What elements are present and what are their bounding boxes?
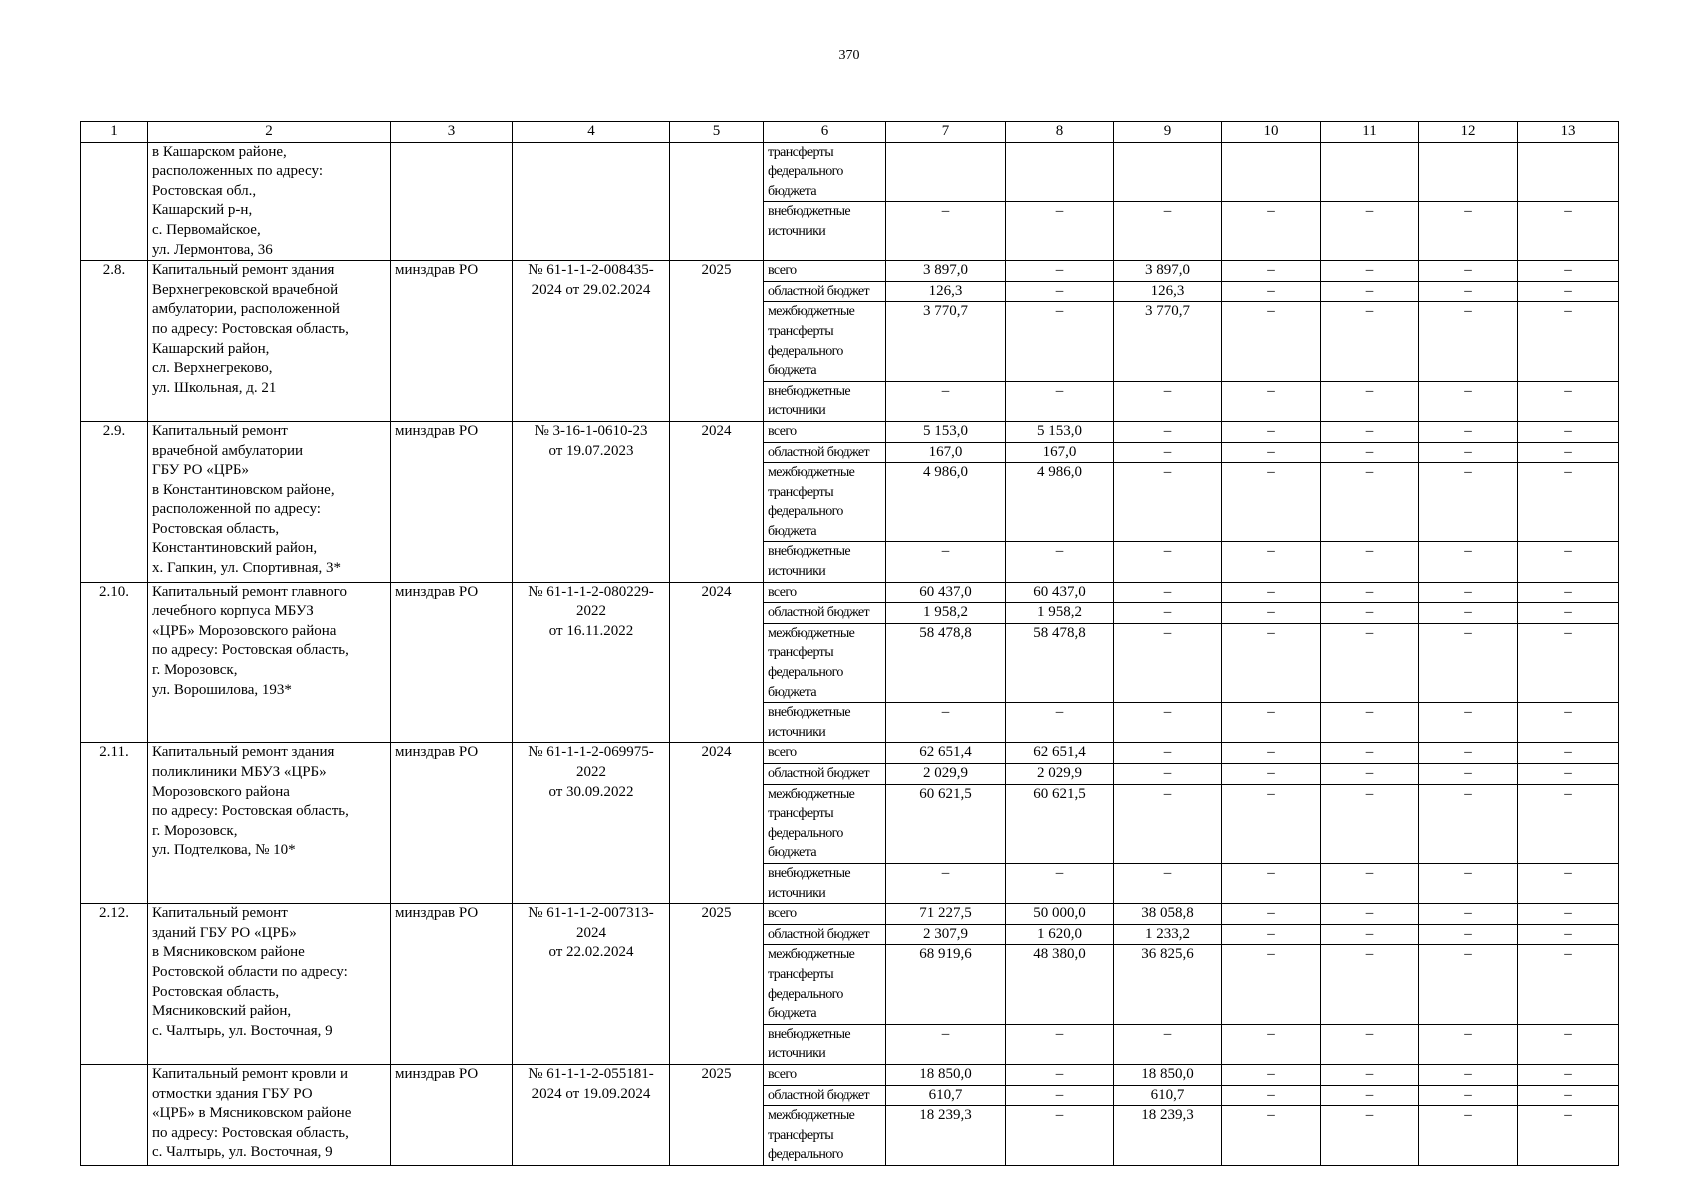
amount-cell: – <box>1419 1085 1518 1106</box>
amount-cell <box>1222 142 1321 202</box>
amount-cell: – <box>1114 542 1222 582</box>
amount-cell: – <box>1419 623 1518 702</box>
funding-source: областной бюджет <box>764 281 886 302</box>
expertise-document: № 61-1-1-2-080229- 2022 от 16.11.2022 <box>513 582 670 743</box>
amount-cell: 4 986,0 <box>886 463 1006 542</box>
column-header-7: 7 <box>886 122 1006 143</box>
expertise-document <box>513 142 670 261</box>
amount-cell: – <box>1222 582 1321 603</box>
amount-cell: – <box>1114 603 1222 624</box>
amount-cell: – <box>1006 202 1114 261</box>
table-row <box>81 743 1619 764</box>
object-name: Капитальный ремонт здания Верхнегрековской врачебной амбулатории, расположенной по адресу: Ростовская область, Кашарский район, сл. Верхнегреково, ул. Школьная, д. 21 <box>148 261 391 422</box>
funding-source: всего <box>764 904 886 925</box>
funding-source: межбюджетные трансферты федерального бюджета <box>764 945 886 1024</box>
funding-source: областной бюджет <box>764 764 886 785</box>
amount-cell: 36 825,6 <box>1114 945 1222 1024</box>
amount-cell: – <box>1518 945 1619 1024</box>
customer-name: минздрав РО <box>391 261 513 422</box>
amount-cell: 5 153,0 <box>886 421 1006 442</box>
amount-cell: – <box>1006 1064 1114 1085</box>
amount-cell: – <box>1222 1106 1321 1166</box>
object-name: Капитальный ремонт врачебной амбулатории ГБУ РО «ЦРБ» в Константиновском районе, расположенной по адресу: Ростовская область, Константиновский район, х. Гапкин, ул. Спортивная, 3* <box>148 421 391 582</box>
amount-cell: – <box>1006 1024 1114 1064</box>
completion-year: 2024 <box>670 582 764 743</box>
amount-cell: – <box>1518 764 1619 785</box>
amount-cell: – <box>1222 281 1321 302</box>
expertise-document: № 61-1-1-2-007313- 2024 от 22.02.2024 <box>513 904 670 1065</box>
amount-cell: – <box>1419 1024 1518 1064</box>
funding-source: областной бюджет <box>764 924 886 945</box>
amount-cell: – <box>1518 381 1619 421</box>
funding-source: всего <box>764 743 886 764</box>
amount-cell: – <box>1222 381 1321 421</box>
table-row <box>81 1064 1619 1085</box>
amount-cell: – <box>1419 863 1518 903</box>
amount-cell <box>1006 142 1114 202</box>
amount-cell: 60 437,0 <box>886 582 1006 603</box>
funding-source: внебюджетные источники <box>764 863 886 903</box>
amount-cell: – <box>1114 202 1222 261</box>
amount-cell: – <box>1222 924 1321 945</box>
customer-name: минздрав РО <box>391 1064 513 1165</box>
amount-cell: – <box>1419 281 1518 302</box>
funding-source: областной бюджет <box>764 1085 886 1106</box>
funding-source: областной бюджет <box>764 603 886 624</box>
amount-cell: – <box>1321 381 1419 421</box>
amount-cell: – <box>1518 281 1619 302</box>
amount-cell: 2 029,9 <box>1006 764 1114 785</box>
amount-cell: – <box>1222 743 1321 764</box>
amount-cell: 2 307,9 <box>886 924 1006 945</box>
amount-cell: 167,0 <box>886 442 1006 463</box>
budget-table <box>80 121 1619 1166</box>
column-header-4: 4 <box>513 122 670 143</box>
amount-cell: – <box>1006 1106 1114 1166</box>
amount-cell: 62 651,4 <box>1006 743 1114 764</box>
amount-cell: 60 437,0 <box>1006 582 1114 603</box>
column-header-1: 1 <box>81 122 148 143</box>
amount-cell: – <box>1518 863 1619 903</box>
amount-cell: 610,7 <box>1114 1085 1222 1106</box>
amount-cell: – <box>1321 904 1419 925</box>
funding-source: межбюджетные трансферты федерального <box>764 1106 886 1166</box>
amount-cell: – <box>1518 1106 1619 1166</box>
amount-cell: 58 478,8 <box>1006 623 1114 702</box>
expertise-document: № 61-1-1-2-069975- 2022 от 30.09.2022 <box>513 743 670 904</box>
amount-cell: 62 651,4 <box>886 743 1006 764</box>
amount-cell: – <box>1518 924 1619 945</box>
amount-cell: – <box>1222 623 1321 702</box>
amount-cell: – <box>1222 904 1321 925</box>
amount-cell: – <box>1321 743 1419 764</box>
amount-cell: – <box>1518 603 1619 624</box>
amount-cell: – <box>1518 302 1619 381</box>
amount-cell: – <box>1222 603 1321 624</box>
amount-cell: – <box>1321 764 1419 785</box>
amount-cell: – <box>1419 202 1518 261</box>
amount-cell: – <box>1321 1085 1419 1106</box>
object-name: Капитальный ремонт зданий ГБУ РО «ЦРБ» в Мясниковском районе Ростовской области по адресу: Ростовская область, Мясниковский район, с. Чалтырь, ул. Восточная, 9 <box>148 904 391 1065</box>
amount-cell: 48 380,0 <box>1006 945 1114 1024</box>
funding-source: внебюджетные источники <box>764 703 886 743</box>
amount-cell: – <box>1419 904 1518 925</box>
amount-cell: – <box>1419 542 1518 582</box>
amount-cell <box>1321 142 1419 202</box>
amount-cell: – <box>1518 202 1619 261</box>
amount-cell: – <box>1518 463 1619 542</box>
amount-cell: – <box>1419 924 1518 945</box>
amount-cell: – <box>1321 603 1419 624</box>
amount-cell: – <box>1222 463 1321 542</box>
amount-cell: – <box>1321 442 1419 463</box>
funding-source: всего <box>764 421 886 442</box>
item-number: 2.12. <box>81 904 148 1065</box>
funding-source: внебюджетные источники <box>764 381 886 421</box>
amount-cell: 60 621,5 <box>886 784 1006 863</box>
amount-cell: 1 233,2 <box>1114 924 1222 945</box>
column-header-5: 5 <box>670 122 764 143</box>
amount-cell: 1 620,0 <box>1006 924 1114 945</box>
customer-name: минздрав РО <box>391 743 513 904</box>
column-header-9: 9 <box>1114 122 1222 143</box>
amount-cell: – <box>1114 764 1222 785</box>
amount-cell: – <box>1321 261 1419 282</box>
amount-cell: – <box>886 202 1006 261</box>
amount-cell: 58 478,8 <box>886 623 1006 702</box>
amount-cell: – <box>1518 1085 1619 1106</box>
amount-cell: – <box>1518 421 1619 442</box>
amount-cell: – <box>1321 945 1419 1024</box>
amount-cell: – <box>886 1024 1006 1064</box>
amount-cell <box>886 142 1006 202</box>
amount-cell: – <box>1419 784 1518 863</box>
expertise-document: № 61-1-1-2-055181- 2024 от 19.09.2024 <box>513 1064 670 1165</box>
amount-cell: 18 850,0 <box>1114 1064 1222 1085</box>
amount-cell: – <box>886 703 1006 743</box>
amount-cell: – <box>1222 442 1321 463</box>
column-header-3: 3 <box>391 122 513 143</box>
column-header-row <box>81 122 1619 143</box>
column-header-13: 13 <box>1518 122 1619 143</box>
amount-cell <box>1518 142 1619 202</box>
amount-cell: 3 897,0 <box>886 261 1006 282</box>
amount-cell: – <box>1222 784 1321 863</box>
amount-cell: 126,3 <box>886 281 1006 302</box>
amount-cell <box>1114 142 1222 202</box>
object-name: в Кашарском районе, расположенных по адресу: Ростовская обл., Кашарский р-н, с. Первомайское, ул. Лермонтова, 36 <box>148 142 391 261</box>
amount-cell: – <box>1518 261 1619 282</box>
funding-source: межбюджетные трансферты федерального бюджета <box>764 623 886 702</box>
table-row <box>81 904 1619 925</box>
amount-cell: – <box>1114 421 1222 442</box>
funding-source: всего <box>764 582 886 603</box>
amount-cell: – <box>1518 1064 1619 1085</box>
object-name: Капитальный ремонт кровли и отмостки здания ГБУ РО «ЦРБ» в Мясниковском районе по адресу: Ростовская область, с. Чалтырь, ул. Восточная, 9 <box>148 1064 391 1165</box>
item-number <box>81 1064 148 1165</box>
amount-cell: – <box>1518 442 1619 463</box>
column-header-12: 12 <box>1419 122 1518 143</box>
amount-cell: – <box>1114 381 1222 421</box>
customer-name: минздрав РО <box>391 904 513 1065</box>
amount-cell: – <box>1321 1064 1419 1085</box>
page-number: 370 <box>838 48 860 63</box>
completion-year: 2025 <box>670 904 764 1065</box>
expertise-document: № 3-16-1-0610-23 от 19.07.2023 <box>513 421 670 582</box>
amount-cell: – <box>1222 1024 1321 1064</box>
amount-cell: – <box>1419 381 1518 421</box>
completion-year: 2025 <box>670 261 764 422</box>
amount-cell: – <box>1419 302 1518 381</box>
amount-cell: 50 000,0 <box>1006 904 1114 925</box>
expertise-document: № 61-1-1-2-008435- 2024 от 29.02.2024 <box>513 261 670 422</box>
amount-cell: – <box>1419 582 1518 603</box>
object-name: Капитальный ремонт главного лечебного корпуса МБУЗ «ЦРБ» Морозовского района по адресу: Ростовская область, г. Морозовск, ул. Ворошилова, 193* <box>148 582 391 743</box>
amount-cell: 1 958,2 <box>886 603 1006 624</box>
amount-cell: – <box>1006 261 1114 282</box>
funding-source: внебюджетные источники <box>764 202 886 261</box>
column-header-10: 10 <box>1222 122 1321 143</box>
amount-cell: – <box>1114 582 1222 603</box>
funding-source: всего <box>764 1064 886 1085</box>
item-number: 2.8. <box>81 261 148 422</box>
amount-cell: – <box>1419 703 1518 743</box>
amount-cell: 38 058,8 <box>1114 904 1222 925</box>
amount-cell: – <box>1222 421 1321 442</box>
amount-cell: 2 029,9 <box>886 764 1006 785</box>
amount-cell <box>1419 142 1518 202</box>
amount-cell: – <box>1222 542 1321 582</box>
amount-cell: – <box>886 381 1006 421</box>
amount-cell: – <box>1006 542 1114 582</box>
amount-cell: – <box>1006 703 1114 743</box>
amount-cell: – <box>1114 784 1222 863</box>
customer-name <box>391 142 513 261</box>
amount-cell: 3 770,7 <box>1114 302 1222 381</box>
column-header-8: 8 <box>1006 122 1114 143</box>
amount-cell: – <box>1222 302 1321 381</box>
column-header-11: 11 <box>1321 122 1419 143</box>
table-row <box>81 142 1619 202</box>
amount-cell: 5 153,0 <box>1006 421 1114 442</box>
amount-cell: – <box>1321 863 1419 903</box>
amount-cell: – <box>1222 863 1321 903</box>
amount-cell: – <box>1006 281 1114 302</box>
amount-cell: – <box>886 863 1006 903</box>
column-header-6: 6 <box>764 122 886 143</box>
amount-cell: – <box>1321 202 1419 261</box>
table-row <box>81 421 1619 442</box>
funding-source: трансферты федерального бюджета <box>764 142 886 202</box>
amount-cell: – <box>1222 261 1321 282</box>
amount-cell: – <box>1321 281 1419 302</box>
amount-cell: – <box>886 542 1006 582</box>
amount-cell: 60 621,5 <box>1006 784 1114 863</box>
completion-year <box>670 142 764 261</box>
amount-cell: – <box>1321 1106 1419 1166</box>
amount-cell: – <box>1222 1085 1321 1106</box>
completion-year: 2025 <box>670 1064 764 1165</box>
amount-cell: 18 239,3 <box>886 1106 1006 1166</box>
amount-cell: – <box>1222 764 1321 785</box>
amount-cell: 68 919,6 <box>886 945 1006 1024</box>
amount-cell: – <box>1222 1064 1321 1085</box>
amount-cell: 610,7 <box>886 1085 1006 1106</box>
amount-cell: – <box>1321 302 1419 381</box>
completion-year: 2024 <box>670 743 764 904</box>
amount-cell: – <box>1006 863 1114 903</box>
customer-name: минздрав РО <box>391 582 513 743</box>
amount-cell: – <box>1114 623 1222 702</box>
amount-cell: 3 897,0 <box>1114 261 1222 282</box>
column-header-2: 2 <box>148 122 391 143</box>
amount-cell: – <box>1006 302 1114 381</box>
customer-name: минздрав РО <box>391 421 513 582</box>
amount-cell: – <box>1419 603 1518 624</box>
amount-cell: – <box>1114 442 1222 463</box>
amount-cell: – <box>1419 1106 1518 1166</box>
amount-cell: – <box>1114 743 1222 764</box>
funding-source: областной бюджет <box>764 442 886 463</box>
amount-cell: – <box>1114 703 1222 743</box>
amount-cell: – <box>1321 582 1419 603</box>
funding-source: внебюджетные источники <box>764 542 886 582</box>
amount-cell: 18 850,0 <box>886 1064 1006 1085</box>
amount-cell: – <box>1419 421 1518 442</box>
amount-cell: – <box>1518 542 1619 582</box>
item-number: 2.10. <box>81 582 148 743</box>
amount-cell: – <box>1518 904 1619 925</box>
amount-cell: – <box>1419 764 1518 785</box>
amount-cell: – <box>1114 863 1222 903</box>
amount-cell: – <box>1114 1024 1222 1064</box>
amount-cell: – <box>1321 421 1419 442</box>
amount-cell: – <box>1518 703 1619 743</box>
amount-cell: – <box>1321 463 1419 542</box>
amount-cell: – <box>1419 743 1518 764</box>
amount-cell: – <box>1419 261 1518 282</box>
funding-source: межбюджетные трансферты федерального бюджета <box>764 302 886 381</box>
table-row <box>81 582 1619 603</box>
funding-source: межбюджетные трансферты федерального бюджета <box>764 463 886 542</box>
amount-cell: – <box>1419 945 1518 1024</box>
amount-cell: – <box>1518 623 1619 702</box>
funding-source: всего <box>764 261 886 282</box>
amount-cell: – <box>1006 1085 1114 1106</box>
amount-cell: 4 986,0 <box>1006 463 1114 542</box>
funding-source: межбюджетные трансферты федерального бюджета <box>764 784 886 863</box>
amount-cell: – <box>1222 703 1321 743</box>
amount-cell: 3 770,7 <box>886 302 1006 381</box>
amount-cell: – <box>1321 924 1419 945</box>
amount-cell: – <box>1518 784 1619 863</box>
amount-cell: – <box>1518 582 1619 603</box>
amount-cell: – <box>1222 202 1321 261</box>
amount-cell: – <box>1419 463 1518 542</box>
amount-cell: 18 239,3 <box>1114 1106 1222 1166</box>
amount-cell: 71 227,5 <box>886 904 1006 925</box>
amount-cell: – <box>1518 1024 1619 1064</box>
table-row <box>81 261 1619 282</box>
amount-cell: – <box>1006 381 1114 421</box>
amount-cell: 1 958,2 <box>1006 603 1114 624</box>
amount-cell: – <box>1419 442 1518 463</box>
amount-cell: 126,3 <box>1114 281 1222 302</box>
object-name: Капитальный ремонт здания поликлиники МБУЗ «ЦРБ» Морозовского района по адресу: Ростовская область, г. Морозовск, ул. Подтелкова, № 10* <box>148 743 391 904</box>
amount-cell: – <box>1114 463 1222 542</box>
amount-cell: – <box>1321 784 1419 863</box>
amount-cell: – <box>1222 945 1321 1024</box>
amount-cell: – <box>1321 623 1419 702</box>
amount-cell: – <box>1321 542 1419 582</box>
amount-cell: – <box>1321 1024 1419 1064</box>
item-number: 2.9. <box>81 421 148 582</box>
completion-year: 2024 <box>670 421 764 582</box>
item-number <box>81 142 148 261</box>
amount-cell: – <box>1518 743 1619 764</box>
funding-source: внебюджетные источники <box>764 1024 886 1064</box>
amount-cell: – <box>1419 1064 1518 1085</box>
amount-cell: 167,0 <box>1006 442 1114 463</box>
amount-cell: – <box>1321 703 1419 743</box>
item-number: 2.11. <box>81 743 148 904</box>
